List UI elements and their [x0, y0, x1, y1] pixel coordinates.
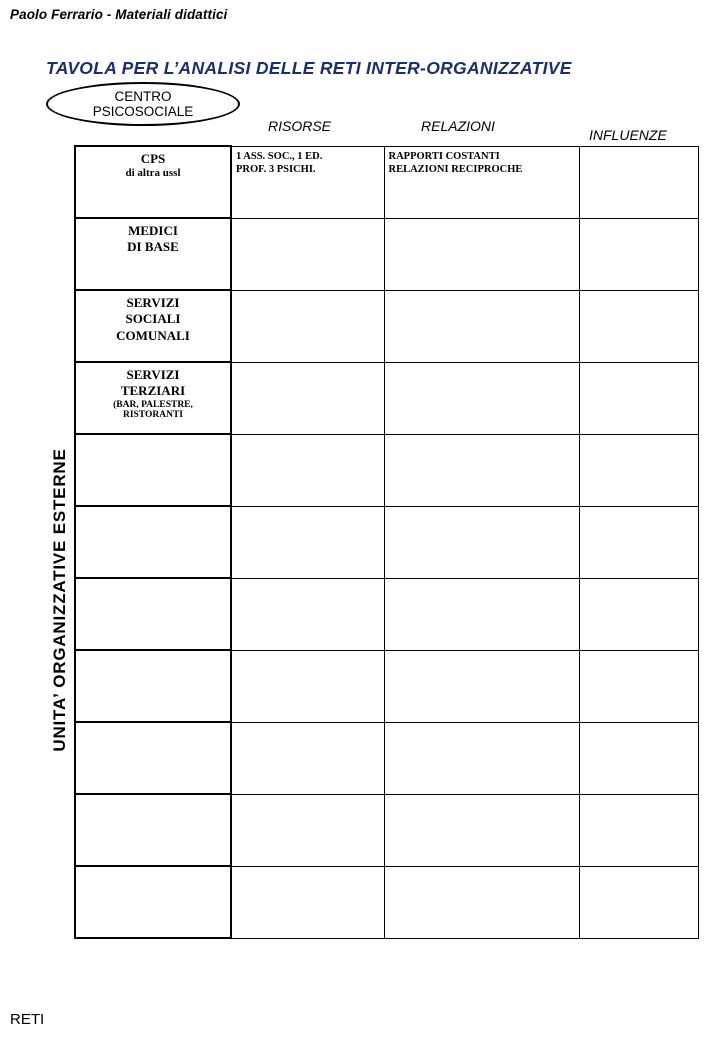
column-header-relazioni: RELAZIONI	[421, 118, 495, 134]
cell-relazioni[interactable]	[384, 434, 579, 506]
organizzazione-label-detail: RISTORANTI	[122, 410, 183, 421]
organizzazione-label-main: CPS	[140, 151, 166, 166]
table-row	[75, 218, 698, 290]
focal-node-line-2: PSICOSOCIALE	[92, 104, 194, 119]
cell-organizzazione[interactable]	[75, 218, 231, 290]
cell-risorse[interactable]	[231, 218, 384, 290]
cell-risorse[interactable]	[231, 506, 384, 578]
cell-relazioni[interactable]	[384, 578, 579, 650]
cell-risorse[interactable]	[231, 434, 384, 506]
grid-body	[75, 146, 698, 938]
cell-risorse[interactable]	[231, 362, 384, 434]
organizzazione-label-main: SERVIZI	[126, 367, 180, 382]
cell-risorse[interactable]	[231, 794, 384, 866]
cell-relazioni[interactable]	[384, 146, 579, 218]
cell-risorse[interactable]	[231, 578, 384, 650]
cell-organizzazione[interactable]	[75, 722, 231, 794]
cell-relazioni[interactable]	[384, 650, 579, 722]
cell-influenze[interactable]	[579, 434, 698, 506]
risorse-text: 1 ASS. SOC., 1 ED.	[236, 150, 323, 162]
cell-relazioni[interactable]	[384, 866, 579, 938]
organizzazione-label-main: MEDICI	[128, 223, 178, 238]
cell-organizzazione[interactable]	[75, 434, 231, 506]
table-row	[75, 866, 698, 938]
cell-influenze[interactable]	[579, 146, 698, 218]
organizzazione-label-sub: di altra ussl	[125, 167, 181, 180]
cell-organizzazione[interactable]	[75, 578, 231, 650]
table-row	[75, 650, 698, 722]
column-header-risorse: RISORSE	[268, 118, 332, 134]
table-row	[75, 794, 698, 866]
cell-organizzazione[interactable]	[75, 362, 231, 434]
cell-relazioni[interactable]	[384, 794, 579, 866]
cell-organizzazione[interactable]	[75, 866, 231, 938]
cell-influenze[interactable]	[579, 290, 698, 362]
cell-influenze[interactable]	[579, 794, 698, 866]
cell-influenze[interactable]	[579, 218, 698, 290]
cell-risorse[interactable]	[231, 722, 384, 794]
focal-node-line-1: CENTRO	[114, 88, 172, 104]
focal-node-ellipse	[46, 82, 240, 126]
cell-organizzazione[interactable]	[75, 650, 231, 722]
table-row	[75, 362, 698, 434]
organizzazione-label-detail: (BAR, PALESTRE,	[113, 399, 193, 410]
table-row	[75, 722, 698, 794]
relazioni-text: RELAZIONI RECIPROCHE	[388, 164, 523, 176]
cell-relazioni[interactable]	[384, 506, 579, 578]
cell-influenze[interactable]	[579, 362, 698, 434]
organizzazione-label-main: TERZIARI	[120, 383, 186, 399]
cell-influenze[interactable]	[579, 506, 698, 578]
relazioni-text: RAPPORTI COSTANTI	[388, 150, 500, 162]
network-analysis-grid	[74, 145, 699, 939]
risorse-text: PROF. 3 PSICHI.	[236, 164, 316, 176]
table-row	[75, 290, 698, 362]
table-row	[75, 146, 698, 218]
cell-organizzazione[interactable]	[75, 506, 231, 578]
cell-risorse[interactable]	[231, 650, 384, 722]
cell-organizzazione[interactable]	[75, 794, 231, 866]
cell-relazioni[interactable]	[384, 722, 579, 794]
cell-organizzazione[interactable]	[75, 290, 231, 362]
table-row	[75, 506, 698, 578]
author-credit-line: Paolo Ferrario - Materiali didattici	[10, 7, 228, 22]
cell-influenze[interactable]	[579, 866, 698, 938]
cell-risorse[interactable]	[231, 146, 384, 218]
cell-influenze[interactable]	[579, 650, 698, 722]
cell-influenze[interactable]	[579, 722, 698, 794]
cell-influenze[interactable]	[579, 578, 698, 650]
cell-relazioni[interactable]	[384, 362, 579, 434]
column-header-influenze: INFLUENZE	[589, 127, 667, 143]
axis-label-unita-organizzative-esterne: UNITA’ ORGANIZZATIVE ESTERNE	[50, 448, 69, 752]
cell-risorse[interactable]	[231, 866, 384, 938]
table-row	[75, 434, 698, 506]
cell-risorse[interactable]	[231, 290, 384, 362]
organizzazione-label-main: DI BASE	[127, 239, 179, 255]
cell-relazioni[interactable]	[384, 290, 579, 362]
page-title: TAVOLA PER L’ANALISI DELLE RETI INTER-ORGANIZZATIVE	[46, 58, 572, 78]
organizzazione-label-main: SERVIZI	[126, 295, 180, 310]
cell-organizzazione[interactable]	[75, 146, 231, 218]
footer-caption: RETI	[10, 1011, 45, 1028]
organizzazione-label-main: COMUNALI	[116, 327, 190, 343]
organizzazione-label-main: SOCIALI	[125, 311, 181, 327]
cell-relazioni[interactable]	[384, 218, 579, 290]
table-row	[75, 578, 698, 650]
